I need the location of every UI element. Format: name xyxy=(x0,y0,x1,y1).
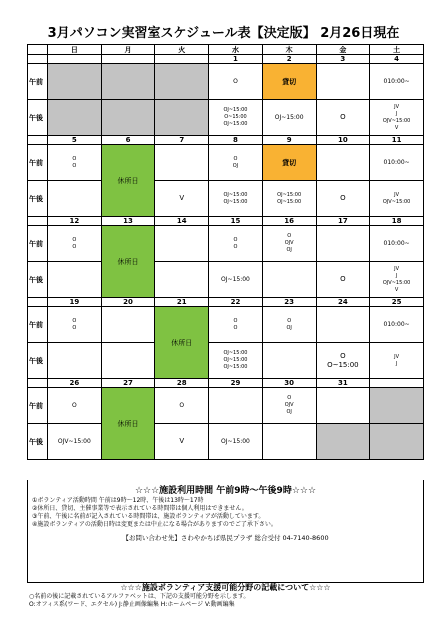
schedule-cell xyxy=(101,100,155,136)
entry-line: JV xyxy=(394,191,400,198)
morning-label: 午前 xyxy=(28,307,48,343)
date-label-cell xyxy=(28,298,48,307)
schedule-cell xyxy=(101,307,155,343)
entry-line: O~15:00 xyxy=(327,360,359,369)
date-number: 29 xyxy=(209,379,263,388)
entry-line: OJ xyxy=(286,324,292,331)
morning-row xyxy=(28,388,424,424)
note-line: ③午前、午後に名前が記入されている時間帯は、施設ボランティアが活動しています。 xyxy=(32,513,265,520)
morning-label: 午前 xyxy=(28,226,48,262)
date-row xyxy=(28,217,424,226)
date-number: 18 xyxy=(370,217,424,226)
entry-line: O xyxy=(340,351,346,360)
skills-line: ○名前の後に記載されているアルファベットは、下記の支援可能分野を示します。 xyxy=(29,593,250,600)
entry-line: OJV~15:00 xyxy=(382,198,411,205)
date-label-cell xyxy=(28,55,48,64)
schedule-cell xyxy=(262,226,316,262)
schedule-cell xyxy=(316,145,370,181)
date-number: 26 xyxy=(48,379,102,388)
schedule-cell xyxy=(155,226,209,262)
date-number xyxy=(101,55,155,64)
afternoon-label: 午後 xyxy=(28,100,48,136)
schedule-cell xyxy=(48,226,102,262)
entry-line: V xyxy=(394,286,399,293)
note-line: ②休所日、貸切、主催事業等で表示されている時間帯は個人利用はできません。 xyxy=(32,505,248,512)
afternoon-row xyxy=(28,424,424,460)
schedule-cell: 休所日 xyxy=(101,145,155,217)
schedule-cell: 休所日 xyxy=(101,388,155,460)
entry-line: OJV xyxy=(284,402,294,408)
entry-line: OJ~15:00 xyxy=(277,191,302,198)
schedule-cell xyxy=(48,145,102,181)
schedule-cell: 貸切 xyxy=(262,145,316,181)
schedule-cell xyxy=(316,307,370,343)
date-number xyxy=(155,55,209,64)
date-number: 17 xyxy=(316,217,370,226)
schedule-cell: V xyxy=(155,424,209,460)
schedule-cell xyxy=(262,424,316,460)
date-number: 13 xyxy=(101,217,155,226)
schedule-cell xyxy=(209,181,263,217)
schedule-cell xyxy=(370,343,424,379)
schedule-cell: 010:00~ xyxy=(370,64,424,100)
entry-line: O xyxy=(72,324,77,331)
day-header: 土 xyxy=(370,45,424,55)
schedule-cell xyxy=(316,343,370,379)
schedule-cell xyxy=(262,388,316,424)
afternoon-label: 午後 xyxy=(28,262,48,298)
date-number: 7 xyxy=(155,136,209,145)
date-number: 30 xyxy=(262,379,316,388)
schedule-cell xyxy=(316,388,370,424)
date-number: 25 xyxy=(370,298,424,307)
schedule-cell: O xyxy=(316,262,370,298)
entry-line: OJ~15:00 xyxy=(223,107,248,113)
page-title: 3月パソコン実習室スケジュール表【決定版】 2月26日現在 xyxy=(47,26,400,41)
schedule-cell xyxy=(209,100,263,136)
schedule-cell xyxy=(370,424,424,460)
day-header: 金 xyxy=(316,45,370,55)
schedule-cell: V xyxy=(155,181,209,217)
entry-line: V xyxy=(394,124,399,131)
entry-line: O xyxy=(72,243,77,250)
day-header: 火 xyxy=(155,45,209,55)
entry-line: OJ xyxy=(232,162,239,169)
schedule-cell xyxy=(48,262,102,298)
entry-line: O xyxy=(233,155,238,162)
entry-line: O~15:00 xyxy=(224,114,247,120)
schedule-cell xyxy=(48,181,102,217)
date-number: 19 xyxy=(48,298,102,307)
schedule-cell: OJ~15:00 xyxy=(262,100,316,136)
date-row xyxy=(28,379,424,388)
schedule-cell xyxy=(370,388,424,424)
date-number: 27 xyxy=(101,379,155,388)
date-number xyxy=(370,379,424,388)
schedule-cell xyxy=(262,343,316,379)
skills-notes xyxy=(27,583,424,609)
schedule-cell: 010:00~ xyxy=(370,145,424,181)
entry-line: O xyxy=(72,236,77,243)
schedule-cell xyxy=(48,100,102,136)
schedule-cell xyxy=(155,100,209,136)
usage-hours-heading: ☆☆☆施設利用時間 午前9時～午後9時☆☆☆ xyxy=(134,486,317,496)
date-number: 4 xyxy=(370,55,424,64)
date-number: 2 xyxy=(262,55,316,64)
schedule-cell xyxy=(262,307,316,343)
date-number: 5 xyxy=(48,136,102,145)
corner-cell xyxy=(28,45,48,55)
skills-heading: ☆☆☆施設ボランティア支援可能分野の記載について☆☆☆ xyxy=(120,583,331,592)
morning-label: 午前 xyxy=(28,388,48,424)
entry-line: O xyxy=(233,243,238,250)
schedule-cell: O xyxy=(155,388,209,424)
date-number: 24 xyxy=(316,298,370,307)
entry-line: OJV~15:00 xyxy=(382,279,411,286)
date-row xyxy=(28,298,424,307)
entry-line: J xyxy=(395,272,398,279)
entry-line: O xyxy=(72,317,77,324)
date-number: 16 xyxy=(262,217,316,226)
entry-line: J xyxy=(395,110,398,117)
schedule-cell: O xyxy=(209,64,263,100)
schedule-cell: OJ~15:00 xyxy=(209,424,263,460)
date-number: 21 xyxy=(155,298,209,307)
afternoon-row xyxy=(28,343,424,379)
day-header: 日 xyxy=(48,45,102,55)
schedule-cell xyxy=(370,262,424,298)
entry-line: O xyxy=(233,317,238,324)
entry-line: O xyxy=(72,162,77,169)
schedule-cell xyxy=(262,262,316,298)
entry-line: J xyxy=(395,360,398,367)
schedule-cell xyxy=(370,100,424,136)
date-number: 12 xyxy=(48,217,102,226)
schedule-cell xyxy=(316,424,370,460)
entry-line: JV xyxy=(394,265,400,272)
date-number: 3 xyxy=(316,55,370,64)
entry-line: OJ~15:00 xyxy=(277,198,302,205)
entry-line: O xyxy=(287,233,292,239)
date-number: 28 xyxy=(155,379,209,388)
entry-line: OJ~15:00 xyxy=(223,191,248,198)
date-number: 10 xyxy=(316,136,370,145)
note-line: ①ボランティア活動時間 午前は9時～12時、午後は13時～17時 xyxy=(32,497,204,504)
schedule-cell xyxy=(316,64,370,100)
morning-row xyxy=(28,64,424,100)
entry-line: JV xyxy=(394,353,400,360)
entry-line: O xyxy=(233,324,238,331)
afternoon-row xyxy=(28,262,424,298)
entry-line: OJV xyxy=(284,240,294,246)
day-header: 月 xyxy=(101,45,155,55)
morning-row xyxy=(28,226,424,262)
entry-line: O xyxy=(72,155,77,162)
schedule-cell: 010:00~ xyxy=(370,307,424,343)
schedule-cell xyxy=(101,343,155,379)
schedule-cell: 貸切 xyxy=(262,64,316,100)
afternoon-label: 午後 xyxy=(28,343,48,379)
schedule-cell xyxy=(209,307,263,343)
schedule-cell xyxy=(48,343,102,379)
date-number: 22 xyxy=(209,298,263,307)
schedule-cell: O xyxy=(316,181,370,217)
morning-row xyxy=(28,307,424,343)
date-label-cell xyxy=(28,217,48,226)
date-number: 9 xyxy=(262,136,316,145)
schedule-cell: O xyxy=(48,388,102,424)
date-number: 6 xyxy=(101,136,155,145)
day-header-row xyxy=(28,45,424,55)
entry-line: OJ~15:00 xyxy=(223,198,248,205)
schedule-cell: 休所日 xyxy=(101,226,155,298)
skills-line: O:オフィス系(ワード、エクセル) J:静止画像編集 H:ホームページ V:動画編集 xyxy=(29,601,235,608)
date-label-cell xyxy=(28,379,48,388)
day-header: 水 xyxy=(209,45,263,55)
note-line: ④施設ボランティアの活動日時は変更または中止になる場合がありますのでご了承下さい。 xyxy=(32,521,277,528)
date-row xyxy=(28,55,424,64)
schedule-cell xyxy=(155,64,209,100)
day-header: 木 xyxy=(262,45,316,55)
morning-label: 午前 xyxy=(28,64,48,100)
schedule-cell xyxy=(101,64,155,100)
afternoon-row xyxy=(28,100,424,136)
schedule-table xyxy=(27,44,424,460)
date-number: 20 xyxy=(101,298,155,307)
afternoon-row xyxy=(28,181,424,217)
schedule-cell xyxy=(48,64,102,100)
entry-line: OJ~15:00 xyxy=(223,121,248,127)
morning-row xyxy=(28,145,424,181)
date-number: 8 xyxy=(209,136,263,145)
schedule-cell: OJ~15:00 xyxy=(209,262,263,298)
schedule-cell xyxy=(155,145,209,181)
afternoon-label: 午後 xyxy=(28,424,48,460)
entry-line: O xyxy=(233,236,238,243)
schedule-cell xyxy=(316,226,370,262)
date-number: 31 xyxy=(316,379,370,388)
afternoon-label: 午後 xyxy=(28,181,48,217)
entry-line: OJV~15:00 xyxy=(382,117,411,124)
entry-line: OJ~15:00 xyxy=(223,357,248,363)
entry-line: OJ xyxy=(286,247,292,253)
entry-line: JV xyxy=(394,103,400,110)
schedule-cell xyxy=(209,145,263,181)
entry-line: OJ~15:00 xyxy=(223,350,248,356)
date-number: 14 xyxy=(155,217,209,226)
date-label-cell xyxy=(28,136,48,145)
schedule-cell: OJV~15:00 xyxy=(48,424,102,460)
schedule-cell xyxy=(209,343,263,379)
date-number: 23 xyxy=(262,298,316,307)
schedule-cell xyxy=(370,181,424,217)
morning-label: 午前 xyxy=(28,145,48,181)
date-row xyxy=(28,136,424,145)
date-number: 15 xyxy=(209,217,263,226)
date-number: 11 xyxy=(370,136,424,145)
schedule-cell xyxy=(155,262,209,298)
schedule-cell: 休所日 xyxy=(155,307,209,379)
entry-line: OJ~15:00 xyxy=(223,364,248,370)
usage-notes xyxy=(27,480,424,583)
schedule-cell xyxy=(262,181,316,217)
schedule-cell: 010:00~ xyxy=(370,226,424,262)
schedule-cell xyxy=(48,307,102,343)
date-number: 1 xyxy=(209,55,263,64)
schedule-cell xyxy=(209,388,263,424)
schedule-cell: O xyxy=(316,100,370,136)
entry-line: O xyxy=(287,317,292,324)
entry-line: O xyxy=(287,395,292,401)
date-number xyxy=(48,55,102,64)
entry-line: OJ xyxy=(286,409,292,415)
contact-info: 【お問い合わせ先】さわやかちば県民プラザ 総合受付 04-7140-8600 xyxy=(122,534,329,542)
schedule-cell xyxy=(209,226,263,262)
